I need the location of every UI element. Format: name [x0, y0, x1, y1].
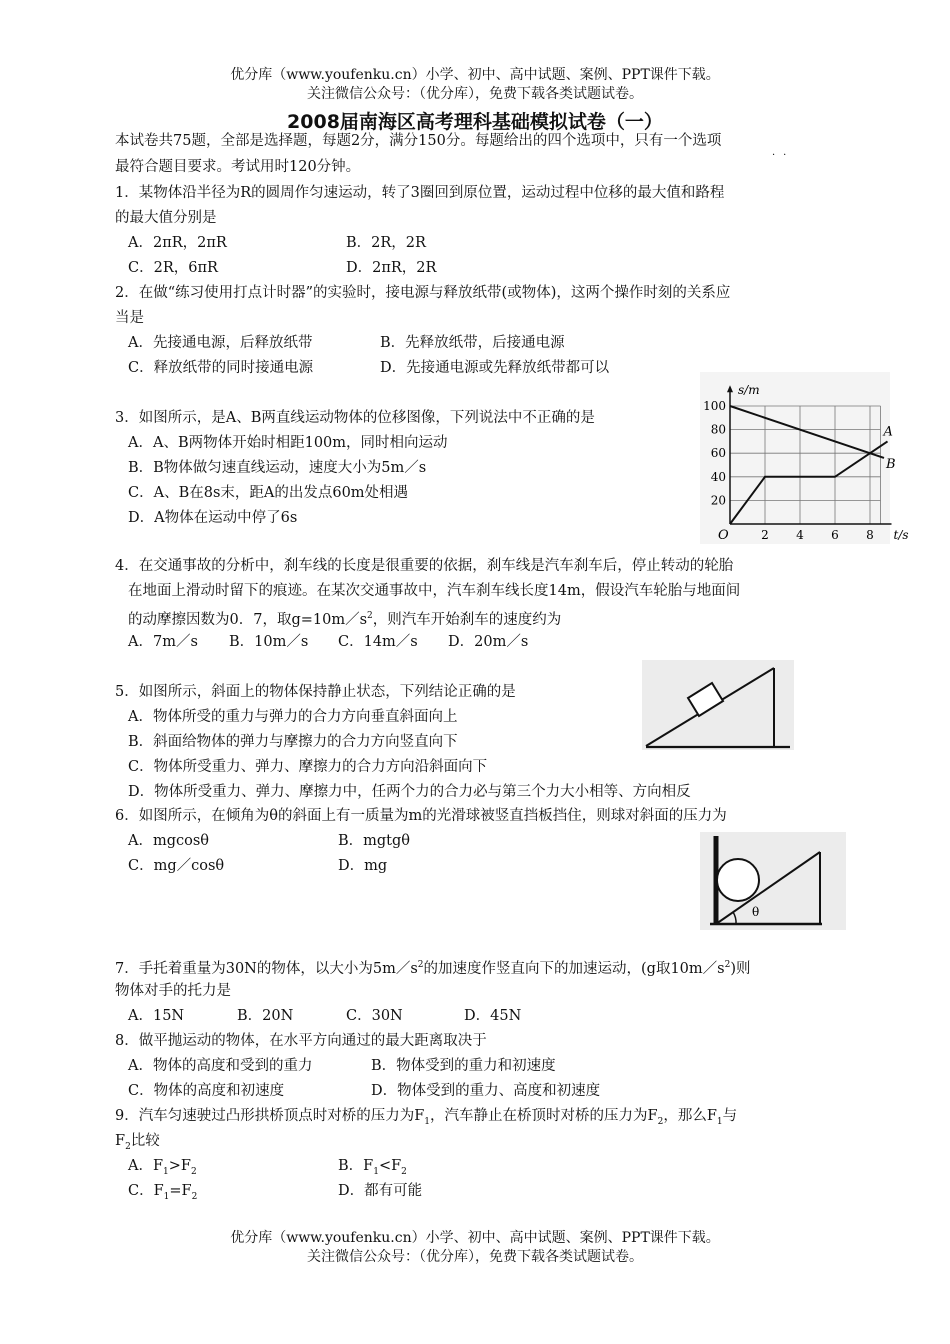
origin-label: O: [718, 528, 729, 543]
q7-superscript-1: 2: [417, 960, 424, 970]
q4-stem-3: [128, 606, 561, 630]
q9-option-c-part-2: =F: [169, 1183, 192, 1199]
q9-option-c-part-1: C．F: [128, 1183, 164, 1199]
q9-subscript-2: 2: [657, 1116, 664, 1127]
y-tick-label-100: 100: [703, 399, 726, 413]
q1-option-b: B．2R，2R: [346, 235, 426, 251]
q8-option-b: B．物体受到的重力和初速度: [371, 1058, 556, 1074]
q7-stem-1-part-2: 的加速度作竖直向下的加速运动，(g取10m／s: [423, 960, 725, 977]
q7-option-b: B．20N: [237, 1008, 294, 1024]
q2-option-c: C．释放纸带的同时接通电源: [128, 360, 314, 376]
q9-stem-2-part-1: F: [115, 1133, 126, 1149]
q4-stem-3-part-1: 的动摩擦因数为0．7，取g=10m／s: [128, 611, 368, 628]
ball: [717, 859, 759, 901]
x-tick-label-6: 6: [831, 528, 839, 542]
q5-option-c: C．物体所受重力、弹力、摩擦力的合力方向沿斜面向下: [128, 759, 488, 775]
q9-stem-1-part-2: ，汽车静止在桥顶时对桥的压力为F: [430, 1108, 658, 1124]
page-title: 2008届南海区高考理科基础模拟试卷（一）: [287, 111, 663, 133]
q9-option-b: [338, 1156, 407, 1182]
q7-option-d: D．45N: [464, 1008, 522, 1024]
q4-option-b: B．10m／s: [229, 634, 309, 650]
q3-stem: 3．如图所示，是A、B两直线运动物体的位移图像，下列说法中不正确的是: [115, 410, 595, 426]
q4-superscript: 2: [367, 611, 373, 621]
x-tick-label-4: 4: [796, 528, 804, 542]
q7-stem-1: [115, 955, 751, 979]
q4-option-a: A．7m／s: [128, 634, 198, 650]
q3-option-b: B．B物体做匀速直线运动，速度大小为5m／s: [128, 460, 427, 476]
q7-stem-2: 物体对手的托力是: [115, 983, 231, 999]
incline-block-figure: [642, 660, 794, 750]
y-tick-label-40: 40: [710, 469, 726, 484]
q9-option-b-sub-1: 1: [373, 1166, 379, 1177]
angle-label: θ: [752, 905, 760, 919]
y-tick-label-20: 20: [710, 493, 726, 508]
q1-option-a: A．2πR，2πR: [128, 235, 227, 251]
q7-stem-1-part-1: 7．手托着重量为30N的物体，以大小为5m／s: [115, 960, 418, 977]
q9-option-a: [128, 1156, 197, 1182]
q7-stem-1-part-3: )则: [730, 960, 751, 977]
q9-stem-1: [115, 1106, 737, 1132]
q1-stem-2: 的最大值分别是: [115, 210, 217, 226]
displacement-time-chart: [700, 372, 909, 544]
q9-subscript-1: 1: [424, 1116, 431, 1127]
q3-option-d: D．A物体在运动中停了6s: [128, 510, 298, 526]
q6-option-a: A．mgcosθ: [128, 833, 210, 849]
q7-option-c: C．30N: [346, 1008, 403, 1024]
q7-superscript-2: 2: [724, 960, 731, 970]
q7-option-a: A．15N: [128, 1008, 185, 1024]
q9-option-a-sub-1: 1: [163, 1166, 169, 1177]
q1-option-c: C．2R，6πR: [128, 260, 218, 276]
q9-option-c-sub-1: 1: [163, 1191, 170, 1202]
q3-option-a: A．A、B两物体开始时相距100m，同时相向运动: [128, 435, 448, 451]
footer-line-2: 关注微信公众号：（优分库），免费下载各类试题试卷。: [307, 1249, 643, 1265]
q6-option-d: D．mg: [338, 858, 388, 874]
q4-stem-1: 4．在交通事故的分析中，刹车线的长度是很重要的依据，刹车线是汽车刹车后，停止转动的轮胎: [115, 558, 734, 574]
q4-option-c: C．14m／s: [338, 634, 418, 650]
series-label-A: A: [883, 424, 893, 440]
q9-option-b-part-2: <F: [378, 1158, 402, 1174]
q8-stem: 8．做平抛运动的物体，在水平方向通过的最大距离取决于: [115, 1033, 487, 1049]
q4-stem-3-part-2: ，则汽车开始刹车的速度约为: [372, 611, 562, 628]
q9-subscript-3: 1: [716, 1116, 723, 1127]
q4-option-d: D．20m／s: [448, 634, 529, 650]
q1-stem-1: 1．某物体沿半径为R的圆周作匀速运动，转了3圈回到原位置，运动过程中位移的最大值和路程: [115, 185, 725, 201]
q6-stem: 6．如图所示，在倾角为θ的斜面上有一质量为m的光滑球被竖直挡板挡住，则球对斜面的压力为: [115, 808, 727, 824]
header-line-2: 关注微信公众号：（优分库），免费下载各类试题试卷。: [307, 86, 643, 102]
q9-option-b-part-1: B．F: [338, 1158, 374, 1174]
x-axis-label: t/s: [893, 528, 909, 542]
q2-option-b: B．先释放纸带，后接通电源: [380, 335, 565, 351]
q9-stem-2: [115, 1131, 160, 1157]
y-axis-label: s/m: [738, 383, 760, 398]
q9-subscript-4: 2: [125, 1141, 131, 1152]
q2-option-a: A．先接通电源，后释放纸带: [128, 335, 313, 351]
header-line-1: 优分库（www.youfenku.cn）小学、初中、高中试题、案例、PPT课件下载。: [230, 67, 720, 83]
q3-option-c: C．A、B在8s末，距A的出发点60m处相遇: [128, 485, 409, 501]
x-tick-label-8: 8: [866, 528, 874, 542]
series-label-B: B: [886, 456, 896, 472]
q5-option-a: A．物体所受的重力与弹力的合力方向垂直斜面向上: [128, 709, 458, 725]
q9-option-a-part-1: A．F: [128, 1158, 164, 1174]
q8-option-c: C．物体的高度和初速度: [128, 1083, 285, 1099]
q5-option-d: D．物体所受重力、弹力、摩擦力中，任两个力的合力必与第三个力大小相等、方向相反: [128, 784, 691, 800]
q8-option-d: D．物体受到的重力、高度和初速度: [371, 1083, 601, 1099]
intro-line-1: 本试卷共75题，全部是选择题，每题2分，满分150分。每题给出的四个选项中，只有一个选项: [115, 133, 722, 149]
q5-stem: 5．如图所示，斜面上的物体保持静止状态，下列结论正确的是: [115, 684, 516, 700]
q2-stem-2: 当是: [115, 310, 144, 326]
q2-option-d: D．先接通电源或先释放纸带都可以: [380, 360, 610, 376]
q2-stem-1: 2．在做“练习使用打点计时器”的实验时，接电源与释放纸带(或物体)，这两个操作时刻的关系应: [115, 285, 731, 301]
q9-option-b-sub-2: 2: [401, 1166, 407, 1177]
x-tick-label-2: 2: [761, 528, 769, 542]
q6-option-b: B．mgtgθ: [338, 833, 411, 849]
y-tick-label-60: 60: [710, 446, 726, 461]
q6-option-c: C．mg／cosθ: [128, 858, 225, 874]
q4-stem-2: 在地面上滑动时留下的痕迹。在某次交通事故中，汽车刹车线长度14m，假设汽车轮胎与地面间: [128, 583, 741, 599]
q9-stem-1-part-3: ，那么F: [663, 1108, 717, 1124]
q9-stem-1-part-1: 9．汽车匀速驶过凸形拱桥顶点时对桥的压力为F: [115, 1108, 425, 1124]
intro-line-2: 最符合题目要求。考试用时120分钟。: [115, 159, 361, 175]
emphasis-dots: ··: [772, 150, 795, 161]
q9-option-c: [128, 1181, 197, 1207]
q9-stem-2-part-2: 比较: [130, 1133, 160, 1149]
footer-line-1: 优分库（www.youfenku.cn）小学、初中、高中试题、案例、PPT课件下载。: [230, 1230, 720, 1246]
q9-option-a-part-2: >F: [168, 1158, 191, 1174]
q9-option-d: D．都有可能: [338, 1183, 423, 1199]
q9-option-c-sub-2: 2: [191, 1191, 198, 1202]
q8-option-a: A．物体的高度和受到的重力: [128, 1058, 313, 1074]
q9-stem-1-part-4: 与: [722, 1108, 738, 1124]
q9-option-a-sub-2: 2: [191, 1166, 197, 1177]
q5-option-b: B．斜面给物体的弹力与摩擦力的合力方向竖直向下: [128, 734, 458, 750]
q1-option-d: D．2πR，2R: [346, 260, 437, 276]
y-tick-label-80: 80: [710, 422, 726, 437]
ball-incline-figure: [700, 832, 846, 930]
